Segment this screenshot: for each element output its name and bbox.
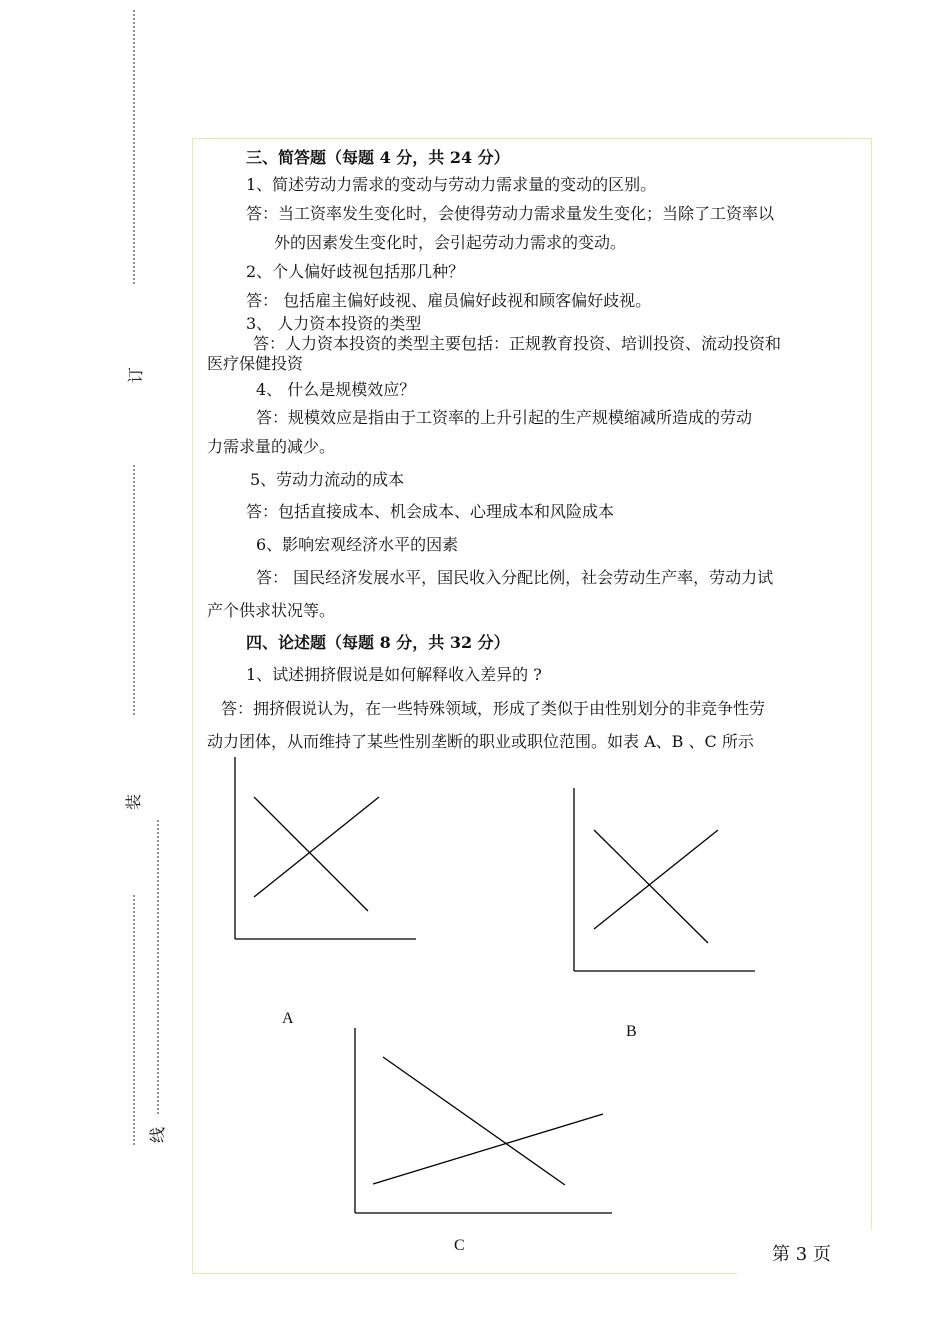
section3-q3: 3、 人力资本投资的类型 — [246, 314, 422, 333]
section3-a6-line2: 产个供求状况等。 — [207, 601, 336, 620]
section4-heading: 四、论述题（每题 8 分，共 32 分） — [246, 633, 510, 652]
figure-b-line-down — [594, 830, 708, 943]
margin-zhuang: 装 — [124, 793, 144, 811]
figure-c-label: C — [454, 1237, 465, 1254]
section3-q4: 4、 什么是规模效应？ — [256, 380, 416, 399]
figure-b — [574, 788, 755, 971]
section3-a3-line1: 答：人力资本投资的类型主要包括：正规教育投资、培训投资、流动投资和 — [253, 334, 782, 353]
page-number: 第 3 页 — [772, 1244, 831, 1265]
section3-heading: 三、简答题（每题 4 分，共 24 分） — [246, 148, 510, 167]
section3-a2: 答： 包括雇主偏好歧视、雇员偏好歧视和顾客偏好歧视。 — [246, 291, 652, 310]
section3-q2: 2、个人偏好歧视包括那几种？ — [246, 262, 465, 281]
figure-b-label: B — [626, 1023, 637, 1040]
figure-c-line-down — [383, 1057, 565, 1185]
section4-q1: 1、试述拥挤假说是如何解释收入差异的 ? — [246, 665, 542, 684]
section3-q1: 1、简述劳动力需求的变动与劳动力需求量的变动的区别。 — [246, 175, 657, 194]
section3-a4-line2: 力需求量的减少。 — [207, 437, 336, 456]
figure-a-label: A — [282, 1010, 294, 1027]
figure-a-line-down — [254, 797, 368, 911]
section3-a6-line1: 答： 国民经济发展水平，国民收入分配比例，社会劳动生产率，劳动力试 — [256, 568, 774, 587]
figure-c-line-up — [373, 1114, 603, 1184]
section4-a1-line2: 动力团体，从而维持了某些性别垄断的职业或职位范围。如表 A、B 、C 所示 — [207, 732, 754, 751]
figure-c — [355, 1028, 612, 1213]
section3-a1-line1: 答：当工资率发生变化时，会使得劳动力需求量发生变化；当除了工资率以 — [246, 204, 775, 223]
section3-a1-line2: 外的因素发生变化时，会引起劳动力需求的变动。 — [274, 233, 627, 252]
section3-q6: 6、影响宏观经济水平的因素 — [256, 535, 459, 554]
figure-a-line-up — [254, 797, 379, 897]
margin-xian: 线 — [148, 1126, 168, 1144]
section3-a3-line2: 医疗保健投资 — [207, 354, 304, 373]
margin-ding: 订 — [126, 366, 146, 384]
section3-q5: 5、劳动力流动的成本 — [250, 470, 405, 489]
section3-a4-line1: 答：规模效应是指由于工资率的上升引起的生产规模缩减所造成的劳动 — [256, 408, 753, 427]
section4-a1-line1: 答：拥挤假说认为，在一些特殊领域，形成了类似于由性别划分的非竞争性劳 — [221, 699, 766, 718]
figure-a — [235, 757, 416, 939]
figure-b-line-up — [594, 830, 718, 929]
section3-a5: 答：包括直接成本、机会成本、心理成本和风险成本 — [246, 502, 615, 521]
